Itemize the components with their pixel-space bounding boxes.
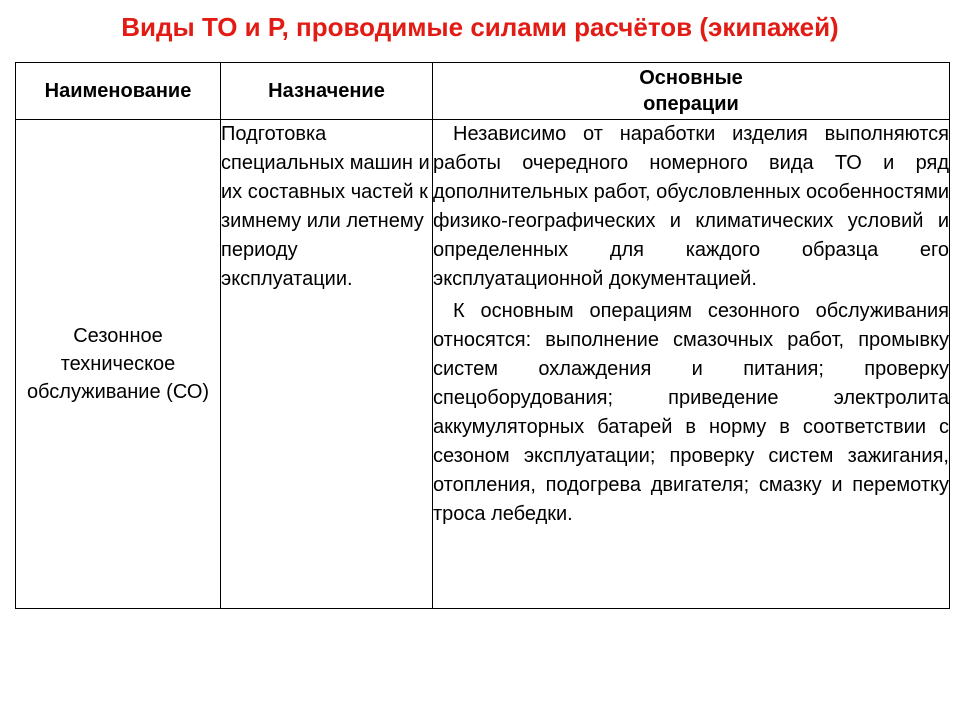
header-name: Наименование	[16, 63, 221, 120]
page-title: Виды ТО и Р, проводимые силами расчётов (экипажей)	[121, 12, 839, 42]
table-header-row	[16, 63, 950, 120]
operations-paragraph: К основным операциям сезонного обслуживания относятся: выполнение смазочных работ, промывку систем охлаждения и питания; проверку спецоборудования; приведение электролита аккумуляторных батарей в норму в соответствии с сезоном эксплуатации; проверку систем зажигания, отопления, подогрева двигателя; смазку и перемотку троса лебедки.	[433, 300, 949, 525]
header-operations-label: Основные операции	[639, 67, 743, 115]
cell-name: Сезонное техническое обслуживание (СО)	[16, 120, 221, 609]
cell-purpose: Подготовка специальных машин и их составных частей к зимнему или летнему периоду эксплуатации.	[221, 120, 433, 609]
cell-operations	[433, 120, 950, 609]
operations-paragraph: Независимо от наработки изделия выполняются работы очередного номерного вида ТО и ряд дополнительных работ, обусловленных особенностями физико-географических и климатических условий и определенных для каждого образца его эксплуатационной документацией.	[433, 123, 949, 290]
maintenance-table	[15, 62, 950, 609]
header-operations	[433, 63, 950, 120]
table-row	[16, 120, 950, 609]
header-purpose: Назначение	[221, 63, 433, 120]
